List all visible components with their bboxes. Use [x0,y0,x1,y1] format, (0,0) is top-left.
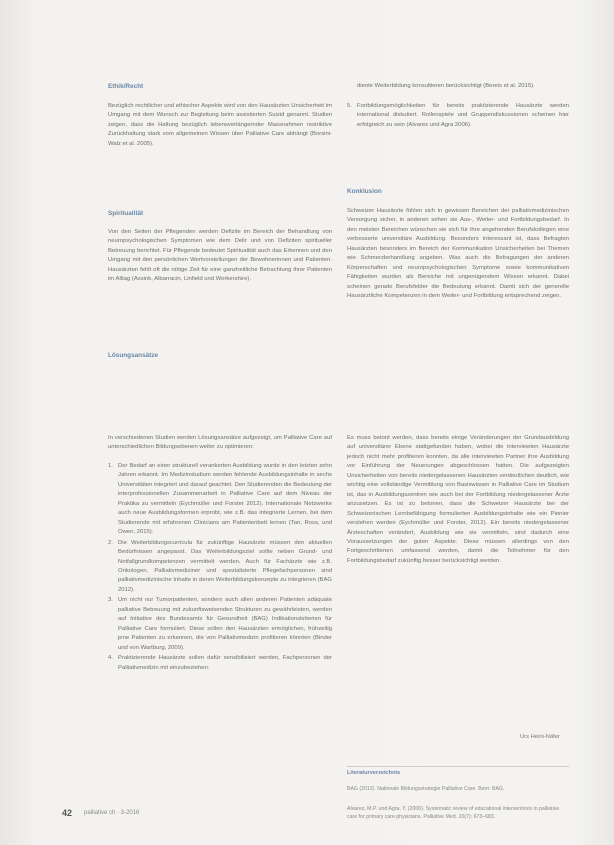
list-item-text: Die Weiterbildungscurricula für zukünftige Hausärzte müssen den aktuellen Bedürfnissen angepasst. Das Weiterbildungsziel sollte neben Grund- und Notfallgrundkompetenzen vermittelt werden. Auch für Fachärzte wie z.B. Onkologen, Palliativmediziner und spezialisierte Pflegefachpersonen sind palliativmedizinische Inhalte in deren Weiterbildungskonzepte zu integrieren (BAG 2012). [118,539,332,593]
paragraph-konklusion: Schweizer Hausärzte fühlen sich in gewissen Bereichen der palliativmedizinischen Versorgung sicher, in anderen sehen sie Aus-, Weiter- und Fortbildungsbedarf. In den meisten Bereichen wünschen sie sich für ihre angehenden Berufskollegen eine verbesserte universitäre Ausbildung. Besonders interessant ist, dass Befragten Hausärzten besonders im Bereich der Kommunikation Unsicherheiten bei Themen wie Schmerzbehandlung angeben. Was auch die Befragungen der anderen Körperschaften und neuropsychologischen Symptome sowie kommunikativen Fähigkeiten wurden als Bereiche mit ungenügendem Wissen erkannt. Dabei scheinen gerade Berufsfelder die Bedeutung erkannt. Damit sich der generelle Hausärztliche Kompetenzen in dem Weiter- und Fortbildung entsprechend zeigen. [347,208,569,300]
list-item [108,539,332,596]
solutions-list-continued [347,102,569,131]
list-item [108,654,332,673]
list-item-text: Um nicht nur Tumorpatienten, sondern auch allen anderen Patienten adäquate palliative Betreuung mit zukunftsweisenden Strukturen zu gewährleisten, werden auf Initiative des Bundesamts für Gesundheit (BAG) Indikationskriterien für Palliative Care formuliert. Diese sollen den Hausärzten ermöglichen, frühzeitig jene Patienten zu erkennen, die von Palliativmedizin profitieren könnten (Binder und von Wartburg, 2009). [118,597,332,651]
divider [347,766,569,767]
paragraph-spiritualitaet: Von den Seiten der Pflegenden werden Defizite im Bereich der Behandlung von neuropsychologischen Symptomen wie dem Delir und von Defiziten spiritueller Betreuung berichtet. Für Pflegende bedeutet Spiritualität auch das Erkennen und den Umgang mit den persönlichen Wertvorstellungen der Bewohnerinnen und Patienten. Hausärzten fehlt oft die nötige Zeit für eine ganzheitliche Betrachtung ihrer Patienten im Alltag (Assink, Albarracin, Linfield und Workershire). [108,229,332,283]
heading-ethik: Ethik/Recht [108,83,144,90]
list-item-number: 2. [108,539,113,546]
list-item-text: Der Bedarf an einer strukturell verankerten Ausbildung wurde in den letzten zehn Jahren erkannt. Im Medizinstudium werden fehlende Ausbildungsinhalte in sechs Universitäten integriert und darauf geachtet. Den Studierenden die Bedeutung der interprofessionellen Zusammenarbeit in Palliative Care auf dem Niveau der Praktika zu vermitteln (Eychmüller und Forster 2012). Internationale Netzwerke auch neue Ausbildungsformen erprobt, wie z.B. das integrierte Lernen, bei dem Studierende mit erfahrenen Clinicians am Patientenbett lernen (Tan, Ross, und Owen, 2015). [118,463,332,536]
list-item [108,596,332,653]
paragraph-continued-top: diente Weiterbildung konsultieren berücksichtigt (Bereis et al. 2015). [357,83,535,89]
list-item-number: 3. [108,597,113,604]
list-item-number: 4. [108,655,113,662]
list-item [347,102,569,130]
references-heading: Literaturverzeichnis [347,770,401,776]
list-item-number: 1. [108,463,113,469]
heading-loesungsansaetze: Lösungsansätze [108,352,159,359]
heading-konklusion: Konklusion [347,188,382,195]
page-number: 42 [62,808,73,818]
list-item-text: Fortbildungsmöglichkeiten für bereits praktizierende Hausärzte werden international diskutiert. Rollenspiele und Gruppendiskussionen scheinen hier erfolgreich zu sein (Alvarez und Agra 2006). [357,103,569,128]
paragraph-ethik: Bezüglich rechtlicher und ethischer Aspekte wird von den Hausärzten Unsicherheit im Umgang mit dem Wunsch zur Begleitung beim assistierten Suizid genannt. Studien zeigen, dass die Haltung bezüglich lebensverlängernder Massnahmen restriktive Zurückhaltung stark vom allgemeinen Wissen über Palliative Care abhängt (Borsini-Walz et al. 2005). [108,103,332,147]
reference-item: BAG (2012). Nationale Bildungsstrategie Palliative Care. Bern: BAG. [347,786,505,792]
reference-item: Alvarez, M.P. und Agra, Y. (2006). Systematic review of educational interventions in palliative care for primary care physicians. Palliative Med. 20(7): 673–683. [347,806,560,820]
magazine-name: palliative ch · 3-2016 [84,810,140,816]
solutions-list [108,462,332,674]
author-signature: Urs Heini-Näfer [520,734,560,740]
paragraph-loesung-intro: In verschiedenen Studien werden Lösungsansätze aufgezeigt, um Palliative Care auf unterschiedlichen Bildungsebenen weiter zu optimieren: [108,435,332,451]
paragraph-conclusion-continued: Es muss betont werden, dass bereits einige Veränderungen der Grundausbildung auf universitärer Ebene stattgefunden haben, wobei die interviewten Hausärzte jedoch nicht mehr profitieren konnten, da alle interviewten Partner ihre Ausbildung vor Einführung der Neuerungen abgeschlossen hatten. Die aufgezeigten Unsicherheiten von bereits niedergelassenen Hausärzten verdeutlichen deutlich, wie wichtig eine vollständige Vermittlung von Basiswissen in Palliative Care im Studium ist, das in Ausbildungszentren wie auch bei der Fortbildung niedergelassener Ärzte anzusetzen. Es ist zu betonen, dass die Schweizer Hausärzte bei der Schweizerischen Lernbefähigung formulierten Ausbildungsinhalte wie ein Pionier verstehen werden (Eychmüller und Forster, 2012). Ein bereits niedergelassener Ärzteschaften verändert, Ausbildung wie sie vermitteln, sind dadurch eine Voraussetzungen der guten Aspekte. Diese müssen allerdings von den Fortgeschrittenen umfassend werden, damit die Teilnehmer für den Fortbildungsbedarf zukünftig besser berücksichtigt werden. [347,435,569,564]
list-item-number: 5. [347,103,352,109]
list-item-text: Praktizierende Hausärzte sollen dafür sensibilisiert werden, Fachpersonen der Palliativmedizin mit einzubeziehen. [118,655,332,671]
heading-spiritualitaet: Spiritualität [108,210,144,217]
list-item [108,462,332,538]
